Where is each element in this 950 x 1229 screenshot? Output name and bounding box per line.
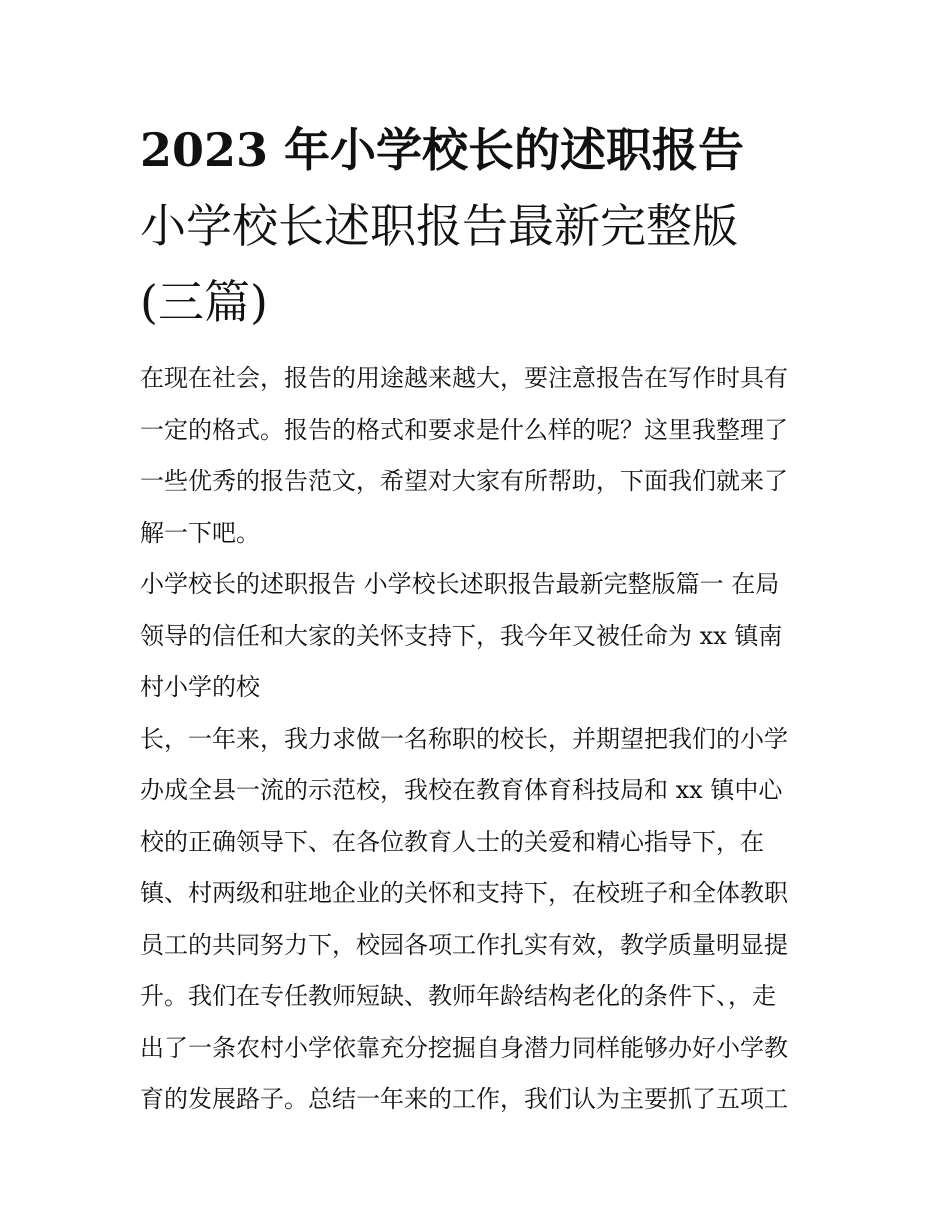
body-line: 校的正确领导下、在各位教育人士的关爱和精心指导下，在 <box>140 827 764 856</box>
body-line: 小学校长的述职报告 小学校长述职报告最新完整版篇一 在局 <box>140 570 780 598</box>
document-title <box>140 112 840 340</box>
body-line: 镇、村两级和驻地企业的关怀和支持下，在校班子和全体教职 <box>140 879 788 907</box>
body-line: 一些优秀的报告范文，希望对大家有所帮助，下面我们就来了 <box>140 467 788 495</box>
body-line: 领导的信任和大家的关怀支持下，我今年又被任命为 xx 镇南 <box>140 621 783 650</box>
body-line: 升。我们在专任教师短缺、教师年龄结构老化的条件下、，走 <box>140 982 776 1010</box>
title-line-1: 2023 年小学校长的述职报告 <box>140 123 745 177</box>
body-line: 出了一条农村小学依靠充分挖掘自身潜力同样能够办好小学教 <box>140 1033 788 1062</box>
body-line: 办成全县一流的示范校，我校在教育体育科技局和 xx 镇中心 <box>140 776 783 804</box>
body-line: 村小学的校 <box>140 673 260 701</box>
body-line: 员工的共同努力下，校园各项工作扎实有效，教学质量明显提 <box>140 930 788 959</box>
body-line: 解一下吧。 <box>140 518 260 547</box>
body-line: 一定的格式。报告的格式和要求是什么样的呢？这里我整理了 <box>140 415 788 444</box>
document-body <box>140 353 830 1126</box>
body-line: 在现在社会，报告的用途越来越大，要注意报告在写作时具有 <box>140 364 788 392</box>
title-line-3: (三篇) <box>140 275 268 329</box>
body-line: 长，一年来，我力求做一名称职的校长，并期望把我们的小学 <box>140 724 788 753</box>
title-line-2: 小学校长述职报告最新完整版 <box>140 199 738 253</box>
body-line: 育的发展路子。总结一年来的工作，我们认为主要抓了五项工 <box>140 1085 788 1113</box>
